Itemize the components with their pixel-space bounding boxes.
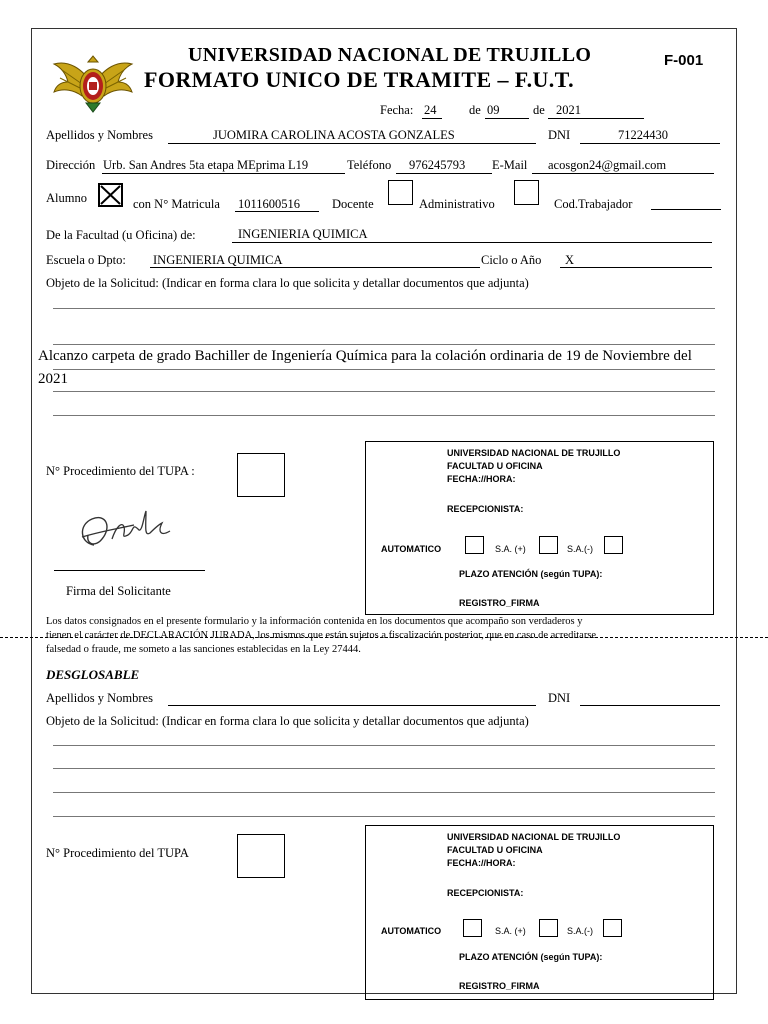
cod-trabajador-label: Cod.Trabajador xyxy=(554,197,633,211)
detachable-dni-label: DNI xyxy=(548,691,571,705)
objeto-label: Objeto de la Solicitud: (Indicar en forma clara lo que solicita y detallar documentos que adjunta) xyxy=(46,276,529,290)
cycle-label: Ciclo o Año xyxy=(481,253,542,267)
reception-faculty-2: FACULTAD U OFICINA xyxy=(447,845,543,855)
sa-plus-label: S.A. (+) xyxy=(495,544,526,554)
detachable-names-field[interactable] xyxy=(168,705,536,706)
faculty-label: De la Facultad (u Oficina) de: xyxy=(46,228,196,242)
detachable-objeto-label: Objeto de la Solicitud: (Indicar en forma clara lo que solicita y detallar documentos que adjunta) xyxy=(46,714,529,728)
form-title: FORMATO UNICO DE TRAMITE – F.U.T. xyxy=(144,67,575,92)
tupa-box[interactable] xyxy=(237,453,285,497)
docente-label: Docente xyxy=(332,197,374,211)
sa-minus-checkbox[interactable] xyxy=(604,536,623,554)
reception-recepcionista: RECEPCIONISTA: xyxy=(447,504,524,514)
address-label: Dirección xyxy=(46,158,96,172)
automatico-checkbox-2[interactable] xyxy=(463,919,482,937)
date-day[interactable]: 24 xyxy=(424,103,437,117)
detachable-names-label: Apellidos y Nombres xyxy=(46,691,153,705)
firma-label: Firma del Solicitante xyxy=(66,584,171,598)
email-value[interactable]: acosgon24@gmail.com xyxy=(548,158,667,172)
university-crest-icon xyxy=(52,54,134,116)
reception-registro-2: REGISTRO_FIRMA xyxy=(459,981,540,991)
matricula-label: con N° Matricula xyxy=(133,197,220,211)
sa-plus-checkbox[interactable] xyxy=(539,536,558,554)
reception-university: UNIVERSIDAD NACIONAL DE TRUJILLO xyxy=(447,448,621,458)
administrativo-checkbox[interactable] xyxy=(514,180,539,205)
detachable-dni-field[interactable] xyxy=(580,705,720,706)
school-value[interactable]: INGENIERIA QUIMICA xyxy=(153,253,283,267)
reception-faculty: FACULTAD U OFICINA xyxy=(447,461,543,471)
date-month[interactable]: 09 xyxy=(487,103,500,117)
sa-plus-label-2: S.A. (+) xyxy=(495,926,526,936)
date-row xyxy=(380,103,413,118)
sa-minus-checkbox-2[interactable] xyxy=(603,919,622,937)
reception-automatico-2: AUTOMATICO xyxy=(381,926,442,936)
reception-fecha-2: FECHA://HORA: xyxy=(447,858,516,868)
date-de-1: de xyxy=(469,103,481,117)
date-year[interactable]: 2021 xyxy=(556,103,581,117)
tupa-label: N° Procedimiento del TUPA : xyxy=(46,464,195,478)
declaration-line-1: Los datos consignados en el presente formulario y la información contenida en los documentos que acompaño son verdaderos y xyxy=(46,616,583,627)
request-text[interactable]: Alcanzo carpeta de grado Bachiller de Ingeniería Química para la colación ordinaria de 19 de Noviembre del 2021 xyxy=(38,348,692,387)
reception-fecha: FECHA://HORA: xyxy=(447,474,516,484)
reception-recepcionista-2: RECEPCIONISTA: xyxy=(447,888,524,898)
sa-plus-checkbox-2[interactable] xyxy=(539,919,558,937)
university-name: UNIVERSIDAD NACIONAL DE TRUJILLO xyxy=(188,44,592,66)
reception-plazo: PLAZO ATENCIÓN (según TUPA): xyxy=(459,569,603,579)
email-label: E-Mail xyxy=(492,158,528,172)
administrativo-label: Administrativo xyxy=(419,197,495,211)
phone-label: Teléfono xyxy=(347,158,392,172)
docente-checkbox[interactable] xyxy=(388,180,413,205)
form-code: F-001 xyxy=(664,52,704,69)
detachable-title: DESGLOSABLE xyxy=(46,667,140,682)
alumno-label: Alumno xyxy=(46,191,87,205)
names-value[interactable]: JUOMIRA CAROLINA ACOSTA GONZALES xyxy=(213,128,455,142)
address-value[interactable]: Urb. San Andres 5ta etapa MEprima L19 xyxy=(103,158,309,172)
faculty-value[interactable]: INGENIERIA QUIMICA xyxy=(238,227,368,241)
cycle-value[interactable]: X xyxy=(565,253,575,267)
matricula-value[interactable]: 1011600516 xyxy=(238,197,301,211)
cut-line xyxy=(0,637,768,638)
date-label: Fecha: xyxy=(380,103,414,117)
names-label: Apellidos y Nombres xyxy=(46,128,153,142)
reception-plazo-2: PLAZO ATENCIÓN (según TUPA): xyxy=(459,952,603,962)
declaration-line-2: tienen el carácter de DECLARACIÓN JURADA, los mismos que están sujetos a fiscalización posterior, que en caso de acreditarse xyxy=(46,630,597,641)
alumno-checkbox[interactable] xyxy=(98,183,123,207)
dni-label: DNI xyxy=(548,128,571,142)
detachable-reception-box xyxy=(365,825,714,1000)
school-label: Escuela o Dpto: xyxy=(46,253,126,267)
dni-value[interactable]: 71224430 xyxy=(618,128,668,142)
signature-icon xyxy=(72,505,176,557)
reception-registro: REGISTRO_FIRMA xyxy=(459,598,540,608)
detachable-tupa-label: N° Procedimiento del TUPA xyxy=(46,846,189,860)
reception-box xyxy=(365,441,714,615)
reception-automatico: AUTOMATICO xyxy=(381,544,442,554)
automatico-checkbox[interactable] xyxy=(465,536,484,554)
reception-university-2: UNIVERSIDAD NACIONAL DE TRUJILLO xyxy=(447,832,621,842)
sa-minus-label-2: S.A.(-) xyxy=(567,926,593,936)
sa-minus-label: S.A.(-) xyxy=(567,544,593,554)
phone-value[interactable]: 976245793 xyxy=(409,158,466,172)
date-de-2: de xyxy=(533,103,545,117)
detachable-tupa-box[interactable] xyxy=(237,834,285,878)
checked-x-icon xyxy=(100,185,121,205)
declaration-line-3: falsedad o fraude, me someto a las sanciones establecidas en la Ley 27444. xyxy=(46,644,361,655)
